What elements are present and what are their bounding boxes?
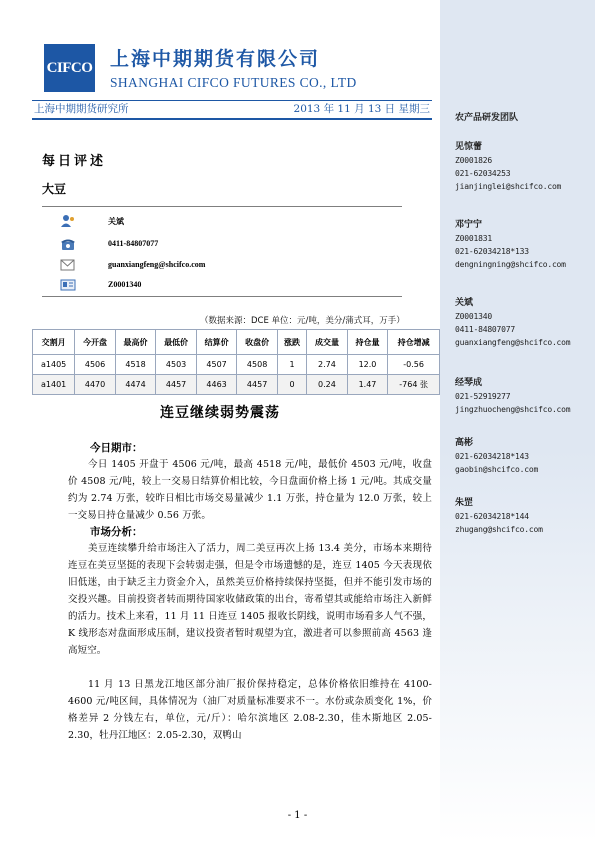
- subheading-analysis: 市场分析：: [90, 526, 143, 538]
- company-logo: [44, 44, 95, 92]
- team-title: 农产品研发团队: [455, 113, 519, 123]
- table-cell: -764 张: [388, 375, 440, 395]
- table-row: [33, 375, 440, 395]
- table-cell: 0.24: [307, 375, 348, 395]
- table-cell: 4474: [115, 375, 156, 395]
- table-cell: 4506: [75, 355, 116, 375]
- table-cell: 4507: [196, 355, 237, 375]
- table-cell: a1401: [33, 375, 75, 395]
- contact-detail[interactable]: zhugang@shcifco.com: [455, 525, 543, 534]
- column-header: 最低价: [156, 330, 197, 355]
- paragraph-analysis: 美豆连续攀升给市场注入了活力，周二美豆再次上扬 13.4 美分，市场本来期待连豆在美豆坚挺的表现下会转弱走强，但是令市场遗憾的是，连豆 1405 今天表现依旧低迷，由于缺乏主力资金介入，虽然美豆价格持续保持坚挺，但并不能引发市场的交投兴趣。目前投资者转而期待国家收储政策的出台，寄希望其或能给市场注入新鲜的活力。技术上来看，11 月 11 日连豆 1405 报收长阴线，说明市场看多人气不强，K 线形态对盘面形成压制，建议投资者暂时观望为宜，激进者可以参照前高 4563 逢高短空。: [68, 543, 432, 656]
- article-title: 连豆继续弱势震荡: [160, 405, 280, 421]
- divider: [42, 296, 402, 297]
- analyst-phone-row: [60, 237, 400, 255]
- report-date: 2013 年 11 月 13 日 星期三: [293, 103, 430, 115]
- contact-detail[interactable]: jianjinglei@shcifco.com: [455, 182, 562, 191]
- contact-detail: Z0001826: [455, 156, 492, 165]
- table-cell: 12.0: [347, 355, 388, 375]
- analyst-code-row: [60, 278, 400, 296]
- table-cell: -0.56: [388, 355, 440, 375]
- paragraph-spot-prices: 11 月 13 日黑龙江地区部分油厂报价保持稳定，总体价格依旧维持在 4100-4600 元/吨区间，具体情况为（油厂对质量标准要求不一。水份或杂质变化 1%，价格差异 2 分钱左右，单位，元/斤）：哈尔滨地区 2.08-2.30，佳木斯地区 2.05-2.30，牡丹江地区：2.05-2.30，双鸭山: [68, 679, 432, 741]
- contact-card: [455, 376, 590, 416]
- contact-card: [455, 140, 590, 193]
- contact-detail: 021-62034253: [455, 169, 511, 178]
- column-header: 持仓增减: [388, 330, 440, 355]
- contact-detail: Z0001340: [455, 312, 492, 321]
- contact-name: 见惊蕾: [455, 142, 483, 152]
- divider: [42, 206, 402, 207]
- page-number: - 1 -: [287, 810, 308, 821]
- contact-name: 经琴成: [455, 378, 483, 388]
- table-cell: 4503: [156, 355, 197, 375]
- table-cell: 4457: [156, 375, 197, 395]
- contact-detail: 0411-84807077: [455, 325, 516, 334]
- analyst-name-row: [60, 214, 400, 232]
- table-row: [33, 355, 440, 375]
- contact-detail[interactable]: gaobin@shcifco.com: [455, 465, 539, 474]
- contact-detail: 021-62034218*133: [455, 247, 529, 256]
- person-icon: [60, 214, 76, 228]
- market-data-table: [32, 329, 440, 395]
- contact-card: [455, 436, 590, 476]
- column-header: 持仓量: [347, 330, 388, 355]
- institute-name: 上海中期期货研究所: [34, 103, 129, 115]
- analyst-code: Z0001340: [108, 280, 142, 289]
- contact-name: 关斌: [455, 298, 474, 308]
- table-cell: 2.74: [307, 355, 348, 375]
- contact-name: 高彬: [455, 438, 474, 448]
- contact-name: 朱罡: [455, 498, 474, 508]
- data-source-note: （数据来源：DCE 单位：元/吨，美分/蒲式耳，万手）: [200, 316, 405, 326]
- contact-name: 邓宁宁: [455, 220, 483, 230]
- paragraph-market-today: 今日 1405 开盘于 4506 元/吨，最高 4518 元/吨，最低价 4503 元/吨，收盘价 4508 元/吨，较上一交易日结算价相比较，今日盘面价格上扬 1 元/吨。其成交量约为 2.74 万张，较昨日相比市场交易量减少 1.1 万张，持仓量为 12.0 万张，较上一交易日持仓量减少 0.56 万张。: [68, 459, 432, 521]
- contact-detail: 021-62034218*144: [455, 512, 529, 521]
- company-name-en: SHANGHAI CIFCO FUTURES CO., LTD: [110, 75, 357, 90]
- table-cell: 4470: [75, 375, 116, 395]
- column-header: 最高价: [115, 330, 156, 355]
- table-cell: 1: [277, 355, 306, 375]
- logo-badge: CIFCO: [46, 59, 93, 76]
- table-cell: 4518: [115, 355, 156, 375]
- table-cell: 4508: [237, 355, 278, 375]
- table-cell: 4463: [196, 375, 237, 395]
- analyst-phone: 0411-84807077: [108, 239, 159, 248]
- id-card-icon: [60, 278, 76, 292]
- column-header: 今开盘: [75, 330, 116, 355]
- contact-detail[interactable]: dengningning@shcifco.com: [455, 260, 566, 269]
- table-cell: a1405: [33, 355, 75, 375]
- company-name-cn: 上海中期期货有限公司: [110, 48, 321, 70]
- table-cell: 4457: [237, 375, 278, 395]
- column-header: 结算价: [196, 330, 237, 355]
- contact-card: [455, 296, 590, 349]
- column-header: 交割月: [33, 330, 75, 355]
- subheading-market-today: 今日期市：: [90, 442, 143, 454]
- table-cell: 1.47: [347, 375, 388, 395]
- column-header: 成交量: [307, 330, 348, 355]
- contact-detail[interactable]: guanxiangfeng@shcifco.com: [455, 338, 571, 347]
- contact-detail[interactable]: jingzhuocheng@shcifco.com: [455, 405, 571, 414]
- contact-detail: 021-52919277: [455, 392, 511, 401]
- analyst-email-row: [60, 258, 400, 276]
- table-header-row: [33, 330, 440, 355]
- analyst-name: 关斌: [108, 217, 124, 226]
- contact-card: [455, 496, 590, 536]
- contact-card: [455, 218, 590, 271]
- analyst-email: guanxiangfeng@shcifco.com: [108, 260, 206, 269]
- column-header: 收盘价: [237, 330, 278, 355]
- table-cell: 0: [277, 375, 306, 395]
- envelope-icon: [60, 258, 76, 272]
- telephone-icon: [60, 237, 76, 251]
- contact-detail: Z0001831: [455, 234, 492, 243]
- column-header: 涨跌: [277, 330, 306, 355]
- contact-detail: 021-62034218*143: [455, 452, 529, 461]
- header-bar: [32, 100, 432, 120]
- product-title: 大豆: [42, 182, 67, 196]
- section-title: 每日评述: [42, 154, 107, 169]
